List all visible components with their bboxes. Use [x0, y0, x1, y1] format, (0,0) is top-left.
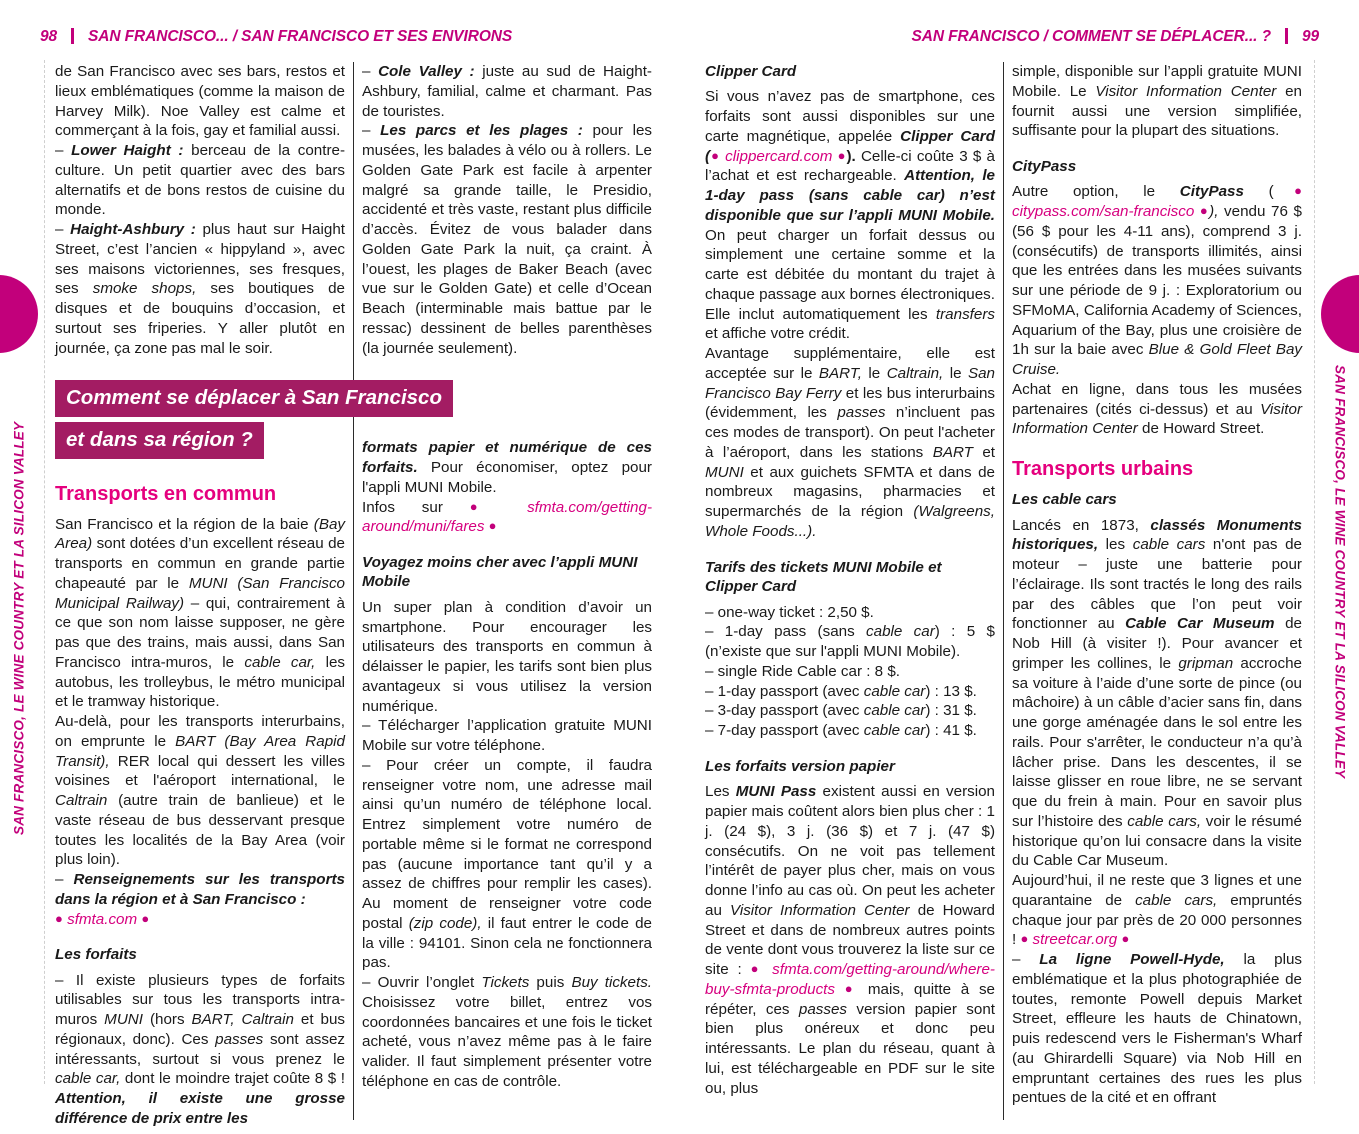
trim-rule-left: [44, 60, 45, 1084]
lead-in-term: Haight-Ashbury :: [70, 221, 196, 238]
tariff-item: [705, 721, 995, 741]
lead-in-term: Lower Haight :: [71, 142, 184, 159]
text-run: simple, disponible sur l’appli gratuite MUNI Mobile. Le: [1012, 63, 1302, 100]
paragraph: [362, 438, 652, 497]
bullet-dot-icon: ●: [1121, 931, 1130, 947]
text-run: – single Ride Cable car : 8 $.: [705, 662, 901, 680]
text-italic: (zip code),: [408, 914, 482, 932]
text-run: et les bus interurbains (évidemment, les: [705, 384, 995, 422]
text-run: vendu 76 $ (56 $ pour les 4-11 ans), comprend 3 j. (consécutifs) de transports illimités, ainsi que les entrées dans les musées suivants sur une période de 9 j. : Exploratorium ou SFMoMA, California Academy of Sciences, Aquarium of the Bay, plus une croisière de 1h sur la baie avec: [1012, 203, 1302, 359]
text-run: Les: [705, 783, 736, 801]
text-italic: Visitor Information Center: [1095, 82, 1277, 100]
text-run: juste au sud de Haight-Ashbury, familial, calme et charmant. Pas de touristes.: [362, 63, 652, 120]
text-run: de San Francisco avec ses bars, restos et lieux emblématiques (comme la maison de Harvey Milk). Noe Valley est calme et commerçant à la fois, gay et familial aussi.: [55, 63, 345, 140]
list-dash: –: [55, 142, 72, 159]
running-head-left-title: SAN FRANCISCO... / SAN FRANCISCO ET SES ENVIRONS: [88, 28, 513, 45]
text-italic: Tickets: [481, 974, 530, 992]
text-run: Infos sur: [362, 498, 470, 516]
list-dash: –: [1012, 951, 1040, 969]
list-dash: –: [362, 122, 381, 140]
thumb-tab-blob-left: [0, 275, 38, 353]
paragraph: [55, 870, 345, 910]
column-rule-1: [353, 62, 354, 1120]
text-italic: San Francisco Bay Ferry: [705, 364, 995, 402]
text-run: Pour économiser, optez pour l'appli MUNI Mobile.: [362, 459, 652, 496]
text-italic: cable car: [866, 623, 935, 641]
thumb-tab-blob-right: [1321, 275, 1359, 353]
text-italic: Caltrain,: [886, 364, 944, 382]
bullet-dot-icon: ●: [844, 980, 859, 996]
bullet-dot-icon: ●: [141, 910, 150, 926]
text-run: les: [1098, 536, 1133, 554]
section-title-line-2: et dans sa région ?: [55, 422, 264, 459]
paragraph: Un super plan à condition d’avoir un smartphone. Pour encourager les utilisateurs des transports en commun à délaisser le papier, les tarifs sont bien plus avantageux si vous utilisez la version numérique.: [362, 598, 652, 715]
text-run: le: [943, 364, 968, 382]
text-italic: MUNI (San Francisco Municipal Railway): [55, 574, 345, 612]
text-bold-italic: Attention, le 1-day pass (sans cable car) n’est disponible que sur l’appli MUNI Mobile.: [705, 167, 995, 224]
paragraph: [1012, 62, 1302, 141]
bullet-dot-icon: ●: [1273, 183, 1302, 199]
website-link[interactable]: streetcar.org: [1032, 931, 1118, 949]
page-columns: [55, 62, 1304, 1127]
text-run: Achat en ligne, dans tous les musées partenaires (cités ci-dessus) et au: [1012, 380, 1302, 418]
text-run: Lancés en 1873,: [1012, 516, 1151, 534]
text-italic: cable cars,: [1127, 812, 1202, 830]
text-run: On peut charger un forfait dessus ou simplement une certaine somme et la carte est débitée du montant du trajet à chaque passage aux bornes électroniques. Elle inclut automatiquement les: [705, 226, 995, 323]
text-italic: Visitor Information Center: [729, 901, 910, 919]
website-link[interactable]: sfmta.com: [67, 910, 138, 928]
paragraph: [705, 344, 995, 542]
list-dash: –: [362, 63, 379, 80]
text-run: ) : 5 $ (n’existe que sur l'appli MUNI Mobile).: [705, 623, 995, 661]
bullet-dot-icon: ●: [1199, 203, 1210, 219]
text-run: (hors: [142, 1011, 192, 1029]
trim-rule-right: [1314, 60, 1315, 1084]
text-run: – qui, contrairement à ce que son nom laisse supposer, ne gère pas que des trains, mais aussi, dans San Francisco intra-muros, le: [55, 594, 345, 671]
text-run: empruntés chaque jour par près de 20 000 personnes !: [1012, 891, 1302, 949]
text-run: puis: [529, 974, 572, 992]
bullet-dot-icon: ●: [837, 147, 847, 163]
heading-citypass: CityPass: [1012, 158, 1077, 175]
text-run: il faut entrer le code de la ville : 94101. Sinon cela ne fonctionnera pas.: [362, 914, 652, 972]
paragraph: [705, 87, 995, 344]
paragraph: [55, 515, 345, 713]
text-run: – one-way ticket : 2,50 $.: [705, 603, 874, 621]
tariff-item: [705, 603, 995, 623]
text-run: accroche sa voiture à l’aide d’une sorte de pince (ou mâchoire) à un câble d’acier sans fin, dans une gorge aménagée dans le sol entre les rails. Pour s'arrêter, le conducteur n’a qu’à lâcher prise. Dans les descentes, il se laisse glisser en roue libre, ne se servant que du frein à main. Pour en savoir plus sur l’histoire des: [1012, 654, 1302, 830]
heading-transports-urbains: Transports urbains: [1012, 458, 1194, 481]
paragraph: [362, 973, 652, 1092]
text-bold-italic: Clipper Card: [900, 127, 995, 145]
text-run: – Il existe plusieurs types de forfaits utilisables sur tous les transports intra-muros: [55, 971, 345, 1029]
text-run: – 1-day pass (sans: [705, 623, 867, 641]
paragraph: [55, 62, 345, 141]
text-italic: passes: [798, 1000, 848, 1018]
heading-transports-en-commun: Transports en commun: [55, 482, 277, 505]
text-run: de Howard Street.: [1137, 420, 1265, 438]
text-bold-italic: Cable Car Museum: [1125, 615, 1275, 633]
lead-in-term: Renseignements sur les transports dans la région et à San Francisco :: [55, 871, 345, 908]
text-run: mais, quitte à se répéter, ces: [705, 980, 995, 1018]
lead-in-term: Cole Valley :: [378, 63, 475, 80]
bullet-dot-icon: ●: [55, 910, 63, 926]
column-rule-2: [1003, 62, 1004, 1120]
thumb-tab-label-right: SAN FRANCISCO, LE WINE COUNTRY ET LA SILICON VALLEY: [1332, 365, 1348, 779]
paragraph: [55, 141, 345, 220]
paragraph: [55, 712, 345, 870]
paragraph: [362, 62, 652, 121]
text-italic: transfers: [935, 305, 995, 323]
page-spine: [678, 62, 679, 1120]
heading-les-forfaits: Les forfaits: [55, 946, 137, 964]
text-italic: passes: [215, 1030, 264, 1048]
list-dash: –: [55, 871, 74, 889]
bullet-dot-icon: ●: [710, 147, 720, 163]
text-run: voir le résumé historique qu’on lui consacre dans la visite du Cable Car Museum.: [1012, 812, 1302, 870]
paragraph: [362, 121, 652, 358]
folio-divider-left: [71, 28, 74, 44]
text-run: de Howard Street et dans de nombreux autres points de vente dont vous trouverez la liste sur ce site :: [705, 901, 996, 979]
text-italic: (Walgreens, Whole Foods...).: [705, 503, 995, 540]
bullet-dot-icon: ●: [469, 498, 501, 514]
website-link[interactable]: sfmta.com/getting-around/where-buy-sfmta-products: [705, 961, 995, 998]
text-italic: cable car: [863, 702, 926, 720]
text-run: et aux guichets SFMTA et dans de nombreux magasins, pharmacies et supermarchés de la région: [705, 463, 995, 521]
text-bold-italic: MUNI Pass: [735, 783, 817, 801]
website-link[interactable]: sfmta.com/getting-around/muni/fares: [362, 498, 652, 536]
text-run: version papier sont bien plus onéreux et donc peu intéressants. Le plan du réseau, quant à lui, est téléchargeable en PDF sur le site ou, plus: [705, 1000, 996, 1097]
text-italic: Buy tickets.: [571, 974, 653, 992]
text-run: berceau de la contre-culture. Un petit quartier avec des bars alternatifs et de bons restos de cuisine du monde.: [55, 142, 346, 219]
column-3: [705, 62, 995, 1120]
text-run: existent aussi en version papier mais coûtent alors bien plus cher : 1 j. (24 $), 3 j. (36 $) et 7 j. (47 $) consécutifs. On ne voit pas tellement l’intérêt de payer plus cher, mais on vous donne l’info au cas où. On peut les acheter au: [705, 783, 995, 919]
text-run: Celle-ci coûte 3 $ à l’achat et est rechargeable.: [705, 147, 995, 185]
text-run: plus haut sur Haight Street, c’est l’ancien « hippyland », avec ses maisons victoriennes, ses fresques, ses: [55, 221, 345, 298]
paragraph: [1012, 950, 1302, 1108]
text-italic: BART,: [818, 364, 862, 382]
text-italic: smoke shops,: [92, 280, 197, 298]
text-run: pour les musées, les balades à vélo ou à rollers. Le Golden Gate Park est facile à arpenter malgré sa grande taille, le Presidio, accidenté et très vaste, restant plus difficile d’accès. Évitez de vous balader dans Golden Gate Park la nuit, ça craint. À l’ouest, les plages de Baker Beach (avec vue sur le Golden Gate) et celle d’Ocean Beach (interminable mais battue par le ressac) dessinent de belles parenthèses (la journée seulement).: [362, 122, 652, 357]
tariff-item: [705, 682, 995, 702]
text-italic: MUNI: [104, 1011, 143, 1029]
text-italic: cable cars,: [1135, 891, 1218, 909]
text-run: ) : 13 $.: [925, 682, 977, 700]
text-run: San Francisco et la région de la baie: [55, 515, 314, 533]
text-run: ).: [846, 147, 856, 165]
thumb-tab-label-left: SAN FRANCISCO, LE WINE COUNTRY ET LA SILICON VALLEY: [11, 421, 27, 835]
text-italic: BART (Bay Area Rapid Transit),: [55, 732, 345, 770]
text-bold-italic: CityPass: [1179, 183, 1244, 201]
text-italic: BART: [932, 443, 973, 461]
text-run: Avantage supplémentaire, elle est acceptée sur le: [705, 345, 995, 382]
heading-forfaits-papier: Les forfaits version papier: [705, 757, 895, 775]
text-run: Choisissez votre billet, entrez vos coordonnées bancaires et une fois le ticket acheté, vous n’avez même pas à le faire valider. Il faut simplement présenter votre téléphone en cas de contrôle.: [362, 993, 652, 1090]
text-run: et: [972, 443, 995, 461]
text-run: ),: [1209, 203, 1219, 221]
text-run: sont assez intéressants, surtout si vous prenez le: [55, 1030, 345, 1068]
tariff-item: [705, 701, 995, 721]
text-run: – 7-day passport (avec: [705, 722, 864, 740]
text-italic: BART, Caltrain: [191, 1011, 294, 1029]
paragraph: [1012, 182, 1302, 380]
text-run: Si vous n’avez pas de smartphone, ces forfaits sont aussi disponibles sur une carte magnétique, appelée: [705, 88, 995, 145]
paragraph: [1012, 380, 1302, 439]
paragraph: – Télécharger l’application gratuite MUNI Mobile sur votre téléphone.: [362, 717, 652, 755]
paragraph: [705, 782, 995, 1098]
section-title-box: [55, 380, 442, 463]
column-2: [362, 62, 652, 1120]
paragraph-link: [55, 910, 345, 930]
text-run: sont dotées d’un excellent réseau de transports en commun en grande partie chapeauté par le: [55, 535, 345, 592]
text-run: (: [705, 147, 711, 165]
text-italic: passes: [837, 404, 886, 422]
paragraph: [1012, 516, 1302, 872]
text-italic: Visitor Information Center: [1012, 400, 1302, 438]
text-run: – Ouvrir l’onglet: [362, 974, 482, 992]
folio-divider-right: [1285, 28, 1288, 44]
paragraph-link: [362, 498, 652, 538]
tariff-item: [705, 662, 995, 682]
text-italic: MUNI: [705, 463, 744, 481]
heading-tarifs-tickets: Tarifs des tickets MUNI Mobile et Clipper Card: [705, 558, 942, 596]
text-run: Autre option, le: [1012, 183, 1180, 201]
text-italic: cable car: [863, 682, 926, 700]
text-italic: cable car: [863, 722, 926, 740]
paragraph: [362, 756, 652, 973]
text-italic: Caltrain: [55, 792, 108, 810]
text-italic: cable cars: [1132, 536, 1206, 554]
bullet-dot-icon: ●: [750, 961, 764, 977]
folio-right: 99: [1301, 28, 1319, 45]
paragraph: [1012, 871, 1302, 950]
website-link[interactable]: citypass.com/san-francisco: [1012, 203, 1195, 221]
list-dash: –: [55, 221, 71, 238]
text-run: Au-delà, pour les transports interurbains, on emprunte le: [55, 713, 345, 750]
text-italic: (Bay Area): [55, 515, 345, 553]
text-run: – Pour créer un compte, il faudra renseigner votre nom, une adresse mail ainsi qu’un numéro de téléphone local. Entrez simplement votre numéro de portable même si le format ne correspond pas (aucune importance tant qu’il y a assez de chiffres pour remplir les cases). Au moment de renseigner votre code postal: [362, 756, 652, 932]
text-run: et bus régionaux, donc). Ces: [55, 1011, 346, 1048]
paragraph: [55, 220, 345, 358]
text-run: la plus emblématique et la plus photographiée de toutes, remonte Powell depuis Market Street, effleure les hauts de Chinatown, puis redescend vers le Fisherman's Wharf (au Ghirardelli Square) via Nob Hill en empruntant certaines des rues les plus pentues de la cité et en offrant: [1012, 951, 1303, 1107]
text-italic: gripman: [1178, 654, 1234, 672]
text-run: n'ont pas de moteur – juste une batterie pour l’éclairage. Ils sont tractés le long des rails par des câbles que l’on peut voir fonctionner au: [1012, 536, 1302, 633]
section-title-line-1: Comment se déplacer à San Francisco: [55, 380, 453, 417]
paragraph: [55, 971, 345, 1129]
text-run: ) : 41 $.: [925, 722, 977, 740]
thumb-tab-right: [1321, 275, 1359, 835]
text-run: ses boutiques de disques et de bouquins d’occasion, et surtout ses friperies. Y aller plutôt en journée, ça zone pas mal le soir.: [55, 280, 345, 357]
bullet-dot-icon: ●: [1020, 931, 1029, 947]
website-link[interactable]: clippercard.com: [725, 147, 833, 165]
text-run: – 3-day passport (avec: [705, 702, 864, 720]
heading-clipper-card: Clipper Card: [705, 63, 797, 80]
column-4: [1012, 62, 1302, 1120]
text-italic: cable car,: [244, 653, 316, 671]
text-run: RER local qui dessert les villes voisines et l'aéroport international, le: [55, 752, 345, 790]
text-run: ) : 31 $.: [925, 702, 977, 720]
text-bold-italic: classés Monuments historiques,: [1012, 516, 1302, 554]
text-run: n’incluent pas ces modes de transport). On peut l'acheter à l’aéroport, dans les stations: [705, 404, 995, 461]
text-run: en fournit aussi une version simplifiée, suffisante pour la plupart des situations.: [1012, 82, 1302, 140]
heading-voyagez-moins-cher: Voyagez moins cher avec l’appli MUNI Mobile: [362, 554, 638, 591]
running-head-left: [40, 28, 512, 46]
text-run: dont le moindre trajet coûte 8 $ !: [120, 1070, 345, 1088]
text-run: les autobus, les trolleybus, le métro municipal et le tramway historique.: [55, 653, 345, 711]
bullet-dot-icon: ●: [488, 518, 497, 534]
text-run: (: [1243, 183, 1274, 201]
text-run: le: [861, 364, 887, 382]
text-run: (autre train de banlieue) et le vaste réseau de bus desservant presque toutes les localités de la Bay Area (voir plus loin).: [55, 792, 345, 869]
text-italic: cable car,: [55, 1070, 121, 1088]
lead-in-term: Les parcs et les plages :: [380, 122, 583, 140]
lead-in-term: La ligne Powell-Hyde,: [1039, 951, 1225, 969]
text-italic: Blue & Gold Fleet Bay Cruise.: [1012, 341, 1302, 379]
text-run: – 1-day passport (avec: [705, 682, 864, 700]
text-run: de Nob Hill (à visiter !). Pour avancer et grimper les collines, le: [1012, 615, 1302, 672]
text-bold-italic: Attention, il existe une grosse différence de prix entre les: [55, 1090, 345, 1127]
text-run: Aujourd’hui, il ne reste que 3 lignes et une quarantaine de: [1012, 872, 1302, 909]
thumb-tab-left: [0, 275, 38, 835]
folio-left: 98: [40, 28, 58, 45]
text-bold-italic: formats papier et numérique de ces forfaits.: [362, 439, 652, 476]
tariff-item: [705, 622, 995, 662]
text-run: et affiche votre crédit.: [705, 325, 850, 343]
running-head-right: [912, 28, 1319, 46]
heading-les-cable-cars: Les cable cars: [1012, 491, 1117, 509]
running-head-right-title: SAN FRANCISCO / COMMENT SE DÉPLACER... ?: [911, 28, 1271, 45]
